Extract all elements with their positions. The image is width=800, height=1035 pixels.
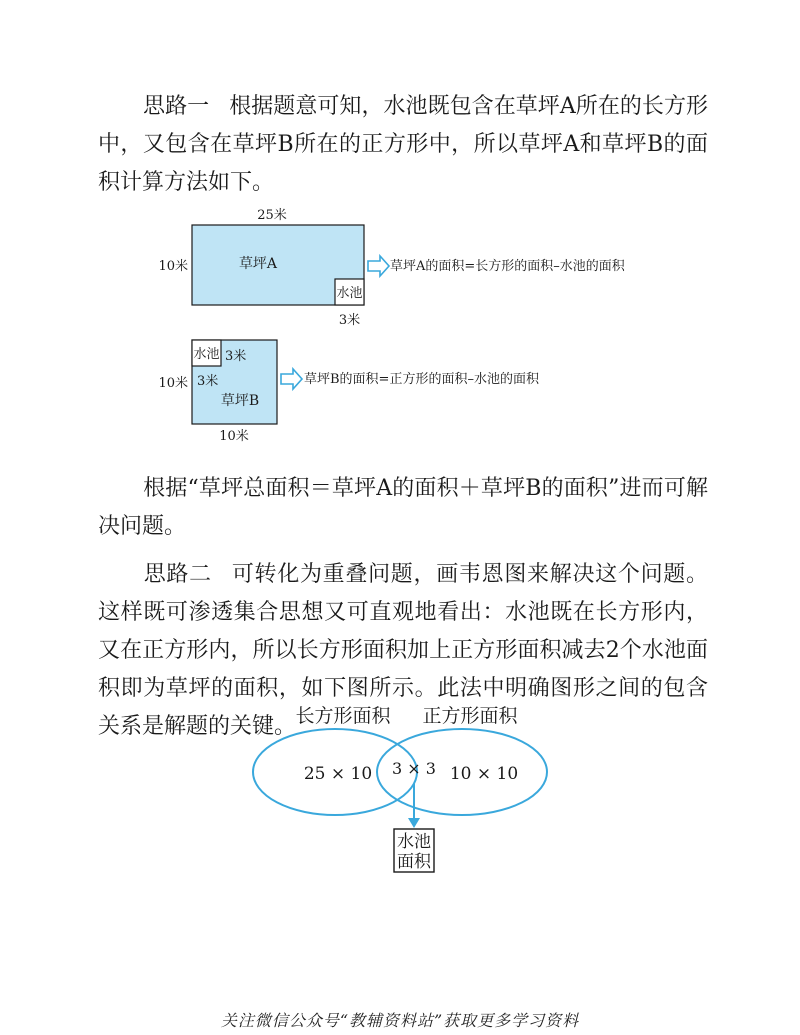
- approach-one-label: 思路一: [143, 94, 210, 119]
- rect-side-length: 10米: [158, 259, 188, 274]
- venn-left-value: 25 × 10: [303, 764, 373, 784]
- pool-label: 水池: [336, 286, 363, 301]
- square-pool-label: 水池: [193, 347, 220, 362]
- venn-left-title: 长方形面积: [295, 705, 391, 727]
- approach-two-label: 思路二: [143, 562, 212, 587]
- arrow-right-icon: [368, 256, 389, 276]
- venn-diagram: [0, 700, 800, 890]
- pool-area-line2: 面积: [397, 852, 431, 872]
- approach-one-text: 根据题意可知，水池既包含在草坪A所在的长方形中，又包含在草坪B所在的正方形中，所以草坪A和草坪B的面积计算方法如下。: [98, 94, 708, 195]
- pool-bottom-length: 3米: [338, 313, 361, 328]
- formula-lawn-a: 草坪A的面积=长方形的面积–水池的面积: [390, 259, 625, 274]
- arrow-down-icon: [408, 818, 420, 828]
- square-bottom-length: 10米: [219, 429, 249, 444]
- square-side-length: 10米: [158, 376, 188, 391]
- footer-note: 关注微信公众号“教辅资料站”获取更多学习资料: [220, 1011, 580, 1030]
- lawn-b-label: 草坪B: [220, 393, 260, 409]
- total-area-text: 根据“草坪总面积＝草坪A的面积＋草坪B的面积”进而可解决问题。: [98, 476, 708, 539]
- square-pool-bottom-length: 3米: [197, 374, 219, 389]
- paragraph-approach-one: [98, 88, 708, 202]
- lawn-figure: [0, 195, 800, 450]
- approach-two-text: 可转化为重叠问题，画韦恩图来解决这个问题。这样既可渗透集合思想又可直观地看出：水池既在长方形内，又在正方形内，所以长方形面积加上正方形面积减去2个水池面积即为草坪的面积，如下图所示。此法中明确图形之间的包含关系是解题的关键。: [98, 562, 708, 739]
- rect-top-length: 25米: [257, 208, 287, 223]
- venn-right-title: 正方形面积: [422, 705, 518, 727]
- pool-area-line1: 水池: [397, 832, 431, 852]
- paragraph-total-area: [98, 470, 708, 546]
- formula-lawn-b: 草坪B的面积=正方形的面积–水池的面积: [304, 372, 539, 387]
- arrow-right-icon: [281, 369, 302, 389]
- square-pool-right-length: 3米: [225, 349, 247, 364]
- venn-center-value: 3 × 3: [392, 759, 436, 778]
- lawn-a-label: 草坪A: [238, 256, 278, 272]
- venn-right-value: 10 × 10: [449, 764, 519, 784]
